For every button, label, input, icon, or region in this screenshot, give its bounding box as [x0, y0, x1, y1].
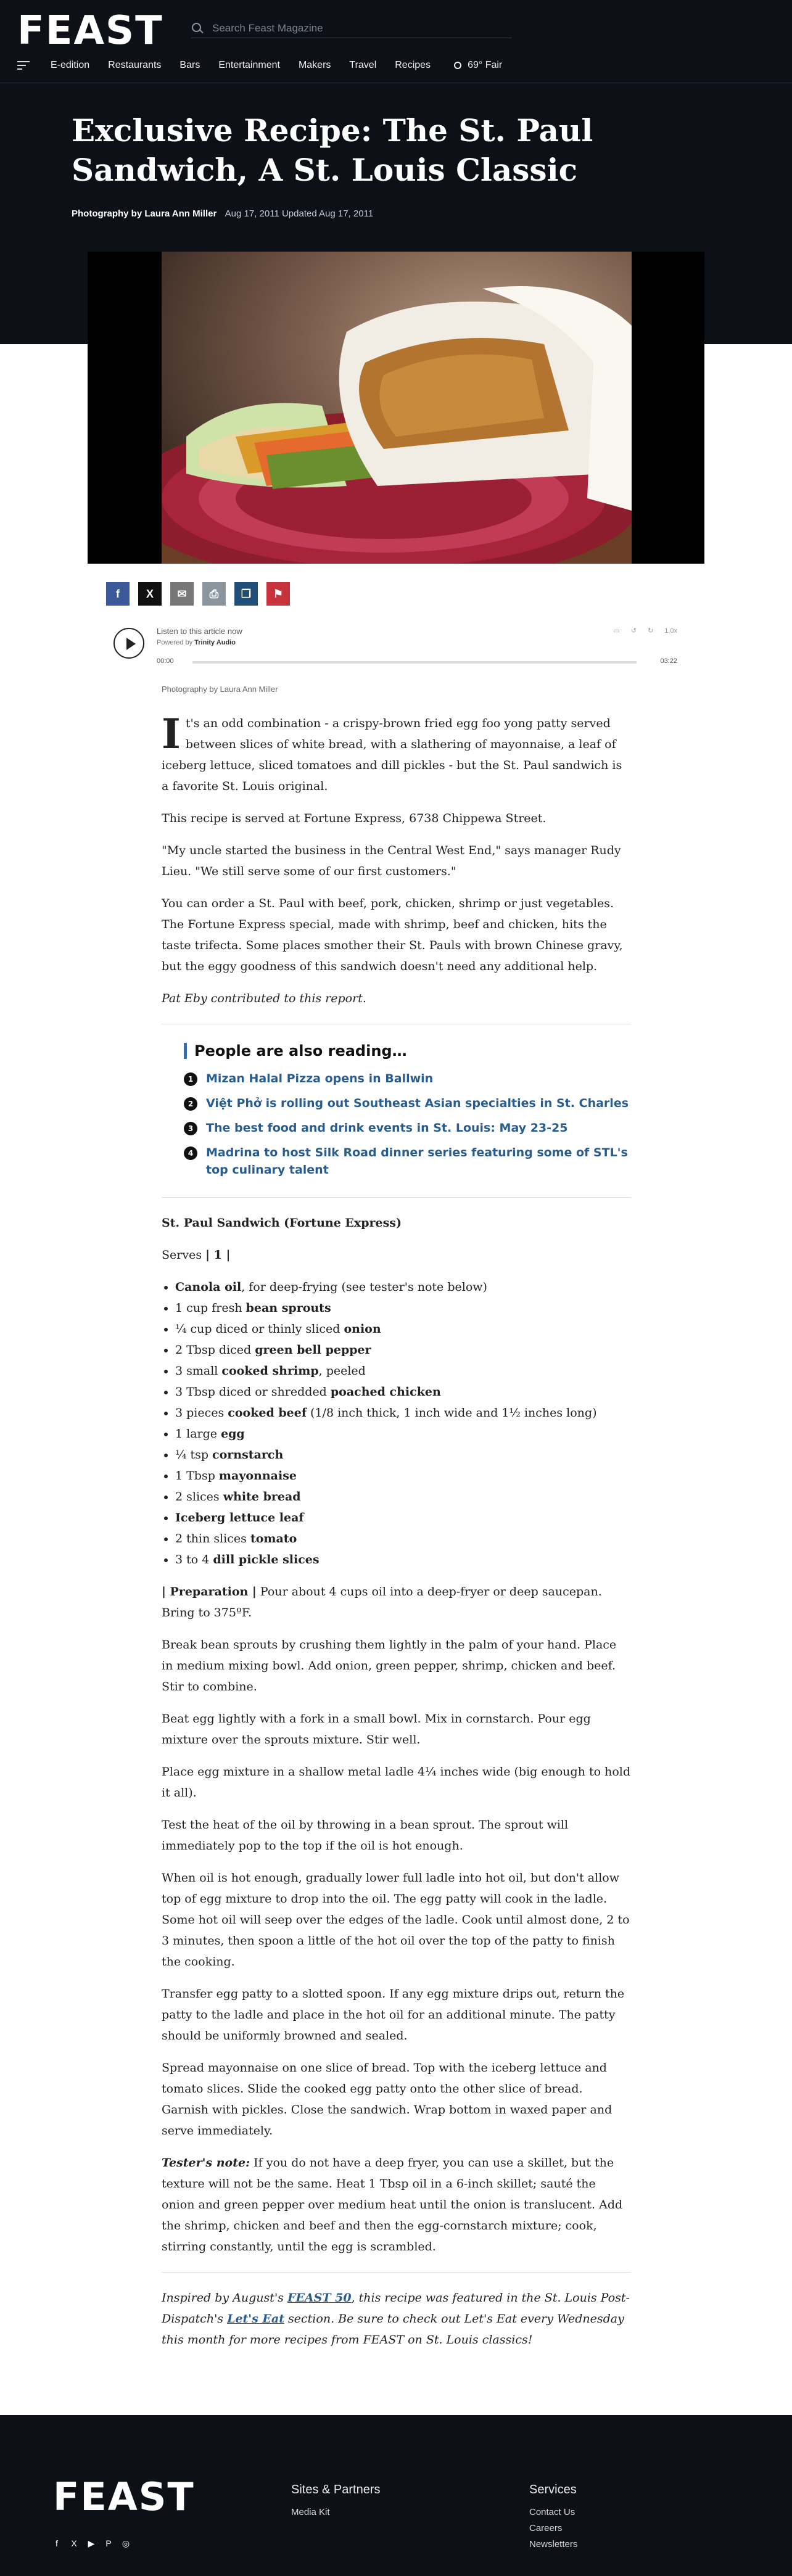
pinterest-icon[interactable]: P: [105, 2538, 112, 2548]
ingredient-item: • Iceberg lettuce leaf: [175, 1507, 630, 1528]
footer-link[interactable]: Careers: [529, 2523, 563, 2533]
related-link[interactable]: Việt Phở is rolling out Southeast Asian specialties in St. Charles: [206, 1097, 629, 1110]
weather-text: 69° Fair: [468, 60, 503, 70]
related-articles: [184, 1043, 630, 1179]
step-paragraph: Transfer egg patty to a slotted spoon. If any egg mixture drips out, return the patty to the ladle and place in the hot oil for an additional minute. The patty should be uniformly browned and sealed.: [162, 1987, 625, 2043]
divider: [162, 2272, 630, 2273]
print-icon[interactable]: ⎙: [202, 582, 226, 606]
step-paragraph: When oil is hot enough, gradually lower full ladle into hot oil, but don't allow top of egg mixture to drop into the oil. The egg patty will cook in the ladle. Some hot oil will seep over the edges of the ladle. Cook until almost done, 2 to 3 minutes, then spoon a little of the hot oil over the top of the patty to finish the cooking.: [162, 1871, 630, 1969]
weather-icon: [454, 62, 461, 69]
related-heading: People are also reading…: [184, 1043, 630, 1059]
search-icon[interactable]: [191, 22, 204, 35]
feast-logo[interactable]: FEAST: [17, 8, 163, 54]
nav-item-travel[interactable]: Travel: [349, 60, 377, 70]
x-icon[interactable]: X: [71, 2538, 77, 2548]
sandwich-photo: [162, 252, 632, 564]
powered-brand[interactable]: Trinity Audio: [194, 639, 236, 646]
ingredients-list: [175, 1277, 630, 1570]
step-paragraph: Test the heat of the oil by throwing in a bean sprout. The sprout will immediately pop to the top if the oil is hot enough.: [162, 1818, 569, 1853]
byline-dates: Aug 17, 2011 Updated Aug 17, 2011: [225, 208, 374, 219]
x-share-icon[interactable]: X: [138, 582, 162, 606]
play-button-icon[interactable]: [113, 628, 144, 659]
audio-title: Listen to this article now: [157, 627, 242, 636]
audio-powered-by: [157, 639, 236, 646]
powered-prefix: Powered by: [157, 639, 193, 646]
contributor-note: Pat Eby contributed to this report.: [162, 992, 366, 1005]
tester-note: Tester's note: If you do not have a deep fryer, you can use a skillet, but the texture will not be the same. Heat 1 Tbsp oil in a 6-inch skillet; sauté the onion and green pepper over medium heat until the onion is translucent. Add the shrimp, chicken and beef and then the egg-cornstarch mixture; cook, stirring constantly, until the egg is scrambled.: [162, 2156, 623, 2253]
nav-item-bars[interactable]: Bars: [179, 60, 200, 70]
prep-paragraph: | Preparation | Pour about 4 cups oil into a deep-fryer or deep saucepan. Bring to 375ºF.: [162, 1585, 602, 1619]
feast-50-link[interactable]: FEAST 50: [287, 2291, 352, 2305]
footer-services-column: [529, 2483, 577, 2553]
search-input[interactable]: [212, 22, 496, 35]
forward-icon[interactable]: ↻: [647, 627, 654, 635]
byline-author[interactable]: Photography by Laura Ann Miller: [72, 208, 217, 219]
ingredient-item: • 1 Tbsp mayonnaise: [175, 1465, 630, 1486]
related-item: 3 The best food and drink events in St. Louis: May 23-25: [184, 1119, 630, 1137]
nav-item-restaurants[interactable]: Restaurants: [108, 60, 162, 70]
rewind-icon[interactable]: ↺: [630, 627, 637, 635]
byline: [72, 208, 373, 219]
related-item: 1 Mizan Halal Pizza opens in Ballwin: [184, 1070, 630, 1087]
hero-image[interactable]: [88, 252, 704, 564]
related-link[interactable]: The best food and drink events in St. Louis: May 23-25: [206, 1121, 568, 1135]
ingredient-item: • 3 small cooked shrimp, peeled: [175, 1360, 630, 1381]
photo-caption: Photography by Laura Ann Miller: [162, 685, 278, 694]
audio-player: [113, 623, 677, 667]
email-share-icon[interactable]: ✉: [170, 582, 194, 606]
ingredient-item: • 2 Tbsp diced green bell pepper: [175, 1339, 630, 1360]
instagram-icon[interactable]: ◎: [122, 2538, 130, 2548]
nav-item-makers[interactable]: Makers: [298, 60, 331, 70]
facebook-share-icon[interactable]: f: [106, 582, 130, 606]
speed-button[interactable]: 1.0x: [664, 627, 677, 635]
bookmark-icon[interactable]: ⚑: [266, 582, 290, 606]
ingredient-item: • 1 large egg: [175, 1423, 630, 1444]
footer-link[interactable]: Media Kit: [291, 2507, 330, 2517]
ingredient-item: • 2 slices white bread: [175, 1486, 630, 1507]
article-body: [162, 710, 630, 2361]
nav-item-e-edition[interactable]: E-edition: [51, 60, 90, 70]
ingredient-item: • 3 to 4 dill pickle slices: [175, 1549, 630, 1570]
weather-widget[interactable]: [454, 60, 502, 71]
share-bar: [106, 582, 299, 606]
step-paragraph: Spread mayonnaise on one slice of bread. Top with the iceberg lettuce and tomato slices. Slide the cooked egg patty onto the other slice of bread. Garnish with pickles. Close the sandwich. Wrap bottom in waxed paper and serve immediately.: [162, 2061, 613, 2138]
audio-progress-bar[interactable]: [192, 661, 637, 664]
step-paragraph: Break bean sprouts by crushing them lightly in the palm of your hand. Place in medium mixing bowl. Add onion, green pepper, shrimp, chicken and beef. Stir to combine.: [162, 1638, 617, 1693]
main-nav: [17, 57, 502, 74]
ingredient-item: • ¼ tsp cornstarch: [175, 1444, 630, 1465]
related-item: 4 Madrina to host Silk Road dinner series featuring some of STL's top culinary talent: [184, 1144, 630, 1179]
ingredient-item: • Canola oil, for deep-frying (see tester's note below): [175, 1277, 630, 1298]
paragraph: "My uncle started the business in the Central West End," says manager Rudy Lieu. "We still serve some of our first customers.": [162, 844, 621, 878]
related-link[interactable]: Madrina to host Silk Road dinner series featuring some of STL's top culinary talent: [206, 1146, 628, 1177]
ingredient-item: • 2 thin slices tomato: [175, 1528, 630, 1549]
ingredient-item: • ¼ cup diced or thinly sliced onion: [175, 1319, 630, 1339]
ingredient-item: • 3 pieces cooked beef (1/8 inch thick, 1 inch wide and 1½ inches long): [175, 1402, 630, 1423]
audio-controls: [602, 627, 677, 635]
inspired-note: Inspired by August's FEAST 50, this recipe was featured in the St. Louis Post-Dispatch's Let's Eat section. Be sure to check out Let's Eat every Wednesday this month for more recipes from FEAST on St. Louis classics!: [162, 2291, 630, 2347]
copy-link-icon[interactable]: ❐: [234, 582, 258, 606]
footer-col-title: Services: [529, 2483, 577, 2496]
paragraph: You can order a St. Paul with beef, pork, chicken, shrimp or just vegetables. The Fortune Express special, made with shrimp, beef and chicken, hits the taste trifecta. Some places smother their St. Pauls with brown Chinese gravy, but the eggy goodness of this sandwich doesn't need any additional help.: [162, 897, 623, 973]
ingredient-item: • 3 Tbsp diced or shredded poached chicken: [175, 1381, 630, 1402]
step-paragraph: Beat egg lightly with a fork in a small bowl. Mix in cornstarch. Pour egg mixture over the sprouts mixture. Stir well.: [162, 1712, 591, 1747]
lets-eat-link[interactable]: Let's Eat: [227, 2312, 284, 2326]
divider: [162, 1197, 630, 1198]
facebook-icon[interactable]: f: [56, 2538, 58, 2548]
search-bar[interactable]: [191, 19, 512, 38]
paragraph: This recipe is served at Fortune Express, 6738 Chippewa Street.: [162, 812, 547, 825]
nav-item-entertainment[interactable]: Entertainment: [218, 60, 280, 70]
step-paragraph: Place egg mixture in a shallow metal ladle 4¼ inches wide (big enough to hold it all).: [162, 1765, 630, 1800]
recipe-title: St. Paul Sandwich (Fortune Express): [162, 1216, 402, 1230]
article-title: Exclusive Recipe: The St. Paul Sandwich, A St. Louis Classic: [72, 112, 593, 188]
hamburger-menu-icon[interactable]: [17, 61, 30, 70]
youtube-icon[interactable]: ▶: [88, 2538, 95, 2548]
audio-settings-icon[interactable]: ▭: [613, 627, 620, 635]
ingredient-item: • 1 cup fresh bean sprouts: [175, 1298, 630, 1319]
footer-link[interactable]: Newsletters: [529, 2539, 578, 2549]
related-item: 2 Việt Phở is rolling out Southeast Asian specialties in St. Charles: [184, 1095, 630, 1112]
audio-end-time: 03:22: [660, 657, 677, 665]
drop-cap: I: [162, 710, 181, 758]
social-links: [52, 2538, 138, 2548]
site-footer: [0, 2415, 792, 2576]
nav-item-recipes[interactable]: Recipes: [395, 60, 431, 70]
sandwich-illustration: [162, 252, 632, 564]
related-link[interactable]: Mizan Halal Pizza opens in Ballwin: [206, 1072, 434, 1085]
recipe-serves: Serves | 1 |: [162, 1248, 231, 1262]
audio-start-time: 00:00: [157, 657, 174, 665]
footer-link[interactable]: Contact Us: [529, 2507, 575, 2517]
footer-col-title: Sites & Partners: [291, 2483, 381, 2496]
lede-paragraph: It's an odd combination - a crispy-brown fried egg foo yong patty served between slices of white bread, with a slathering of mayonnaise, a leaf of iceberg lettuce, sliced tomatoes and dill pickles - but the St. Paul sandwich is a favorite St. Louis original.: [162, 710, 622, 793]
footer-sites-column: [291, 2483, 381, 2520]
footer-logo[interactable]: FEAST: [53, 2474, 195, 2519]
